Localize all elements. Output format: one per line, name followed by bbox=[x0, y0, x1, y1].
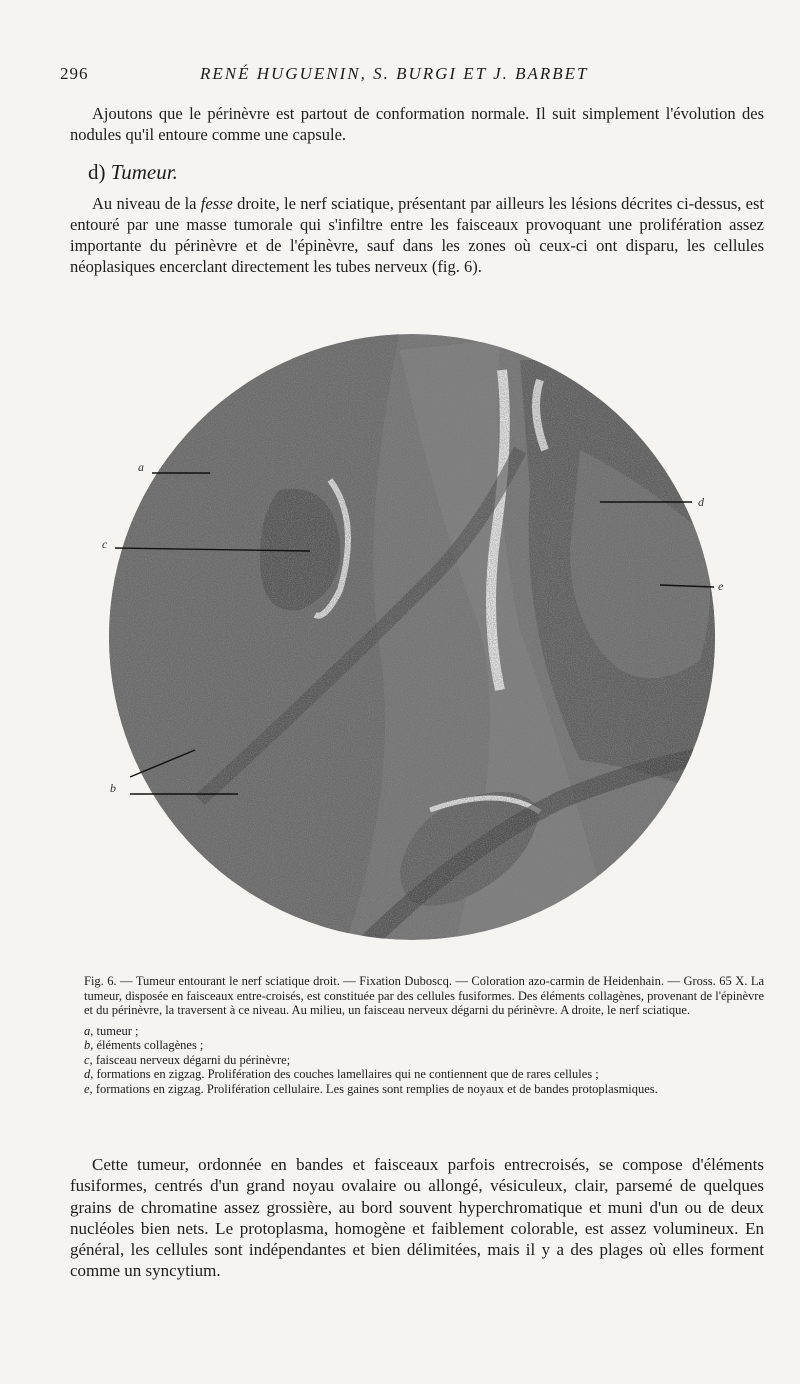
closing-paragraph bbox=[70, 1154, 764, 1282]
figure-caption-text: Fig. 6. — Tumeur entourant le nerf sciatique droit. — Fixation Duboscq. — Coloration azo-carmin de Heidenhain. — Gross. 65 X. La tumeur, disposée en faisceaux entre-croisés, est constituée par des cellules fusiformes. Des éléments collagènes, provenant de l'épinèvre et du périnèvre, la traversent à ce niveau. Au milieu, un faisceau nerveux dégarni du périnèvre. A droite, le nerf sciatique. bbox=[84, 974, 764, 1017]
label-a: a bbox=[138, 460, 144, 474]
figure-legend bbox=[84, 1024, 764, 1097]
legend-text: formations en zigzag. Prolifération cellulaire. Les gaines sont remplies de noyaux et de bandes protoplasmiques. bbox=[95, 1081, 658, 1096]
closing-paragraph-text: Cette tumeur, ordonnée en bandes et faisceaux parfois entrecroisés, se compose d'éléments fusiformes, centrés d'un grand noyau ovalaire ou allongé, vésiculeux, clair, parsemé de quelques grains de chromatine assez grossière, au bord souvent hyperchromatique et muni d'un ou de deux nucléoles bien nets. Le protoplasma, homogène et faiblement colorable, est assez volumineux. En général, les cellules sont indépendantes et bien délimitées, mais il y a des plages où elles forment comme un syncytium. bbox=[70, 1155, 764, 1281]
section-letter: d) bbox=[88, 160, 106, 184]
body-text-italic: fesse bbox=[200, 194, 233, 213]
intro-paragraph-text: Ajoutons que le périnèvre est partout de conformation normale. Il suit simplement l'évolution des nodules qu'il entoure comme une capsule. bbox=[70, 104, 764, 144]
legend-text: formations en zigzag. Prolifération des couches lamellaires qui ne contiennent que de rares cellules ; bbox=[96, 1067, 599, 1081]
legend-text: tumeur ; bbox=[96, 1023, 139, 1038]
intro-paragraph bbox=[70, 103, 764, 145]
label-b: b bbox=[110, 781, 116, 795]
body-text-before: Au niveau de la bbox=[92, 194, 201, 213]
body-paragraph bbox=[70, 193, 764, 277]
micrograph-image bbox=[100, 330, 740, 960]
section-heading bbox=[88, 160, 178, 185]
section-title: Tumeur. bbox=[110, 160, 178, 184]
figure-caption bbox=[84, 974, 764, 1096]
body-paragraph-text bbox=[70, 193, 764, 277]
legend-key: e, bbox=[84, 1081, 93, 1096]
legend-text: faisceau nerveux dégarni du périnèvre; bbox=[95, 1052, 291, 1067]
label-c: c bbox=[102, 537, 108, 551]
legend-key: d, bbox=[84, 1067, 94, 1081]
legend-key: b, bbox=[84, 1038, 94, 1052]
label-e: e bbox=[718, 579, 724, 593]
legend-item-a bbox=[84, 1024, 764, 1039]
legend-item-d bbox=[84, 1067, 764, 1082]
legend-item-c bbox=[84, 1053, 764, 1068]
label-d: d bbox=[698, 495, 704, 509]
page-number: 296 bbox=[60, 64, 89, 83]
running-header bbox=[60, 64, 760, 86]
legend-key: c, bbox=[84, 1052, 93, 1067]
legend-item-e bbox=[84, 1082, 764, 1097]
micrograph-figure bbox=[100, 330, 740, 960]
running-title: RENÉ HUGUENIN, S. BURGI ET J. BARBET bbox=[200, 64, 589, 83]
body-text-after: droite, le nerf sciatique, présentant par ailleurs les lésions décrites ci-dessus, est entouré par une masse tumorale qui s'infiltre entre les faisceaux provoquant une prolifération assez importante du périnèvre et de l'épinèvre, sauf dans les zones où ceux-ci ont disparu, les cellules néoplasiques encerclant directement les tubes nerveux (fig. 6). bbox=[70, 194, 764, 276]
legend-text: éléments collagènes ; bbox=[96, 1038, 204, 1052]
legend-item-b bbox=[84, 1038, 764, 1053]
legend-key: a, bbox=[84, 1023, 94, 1038]
